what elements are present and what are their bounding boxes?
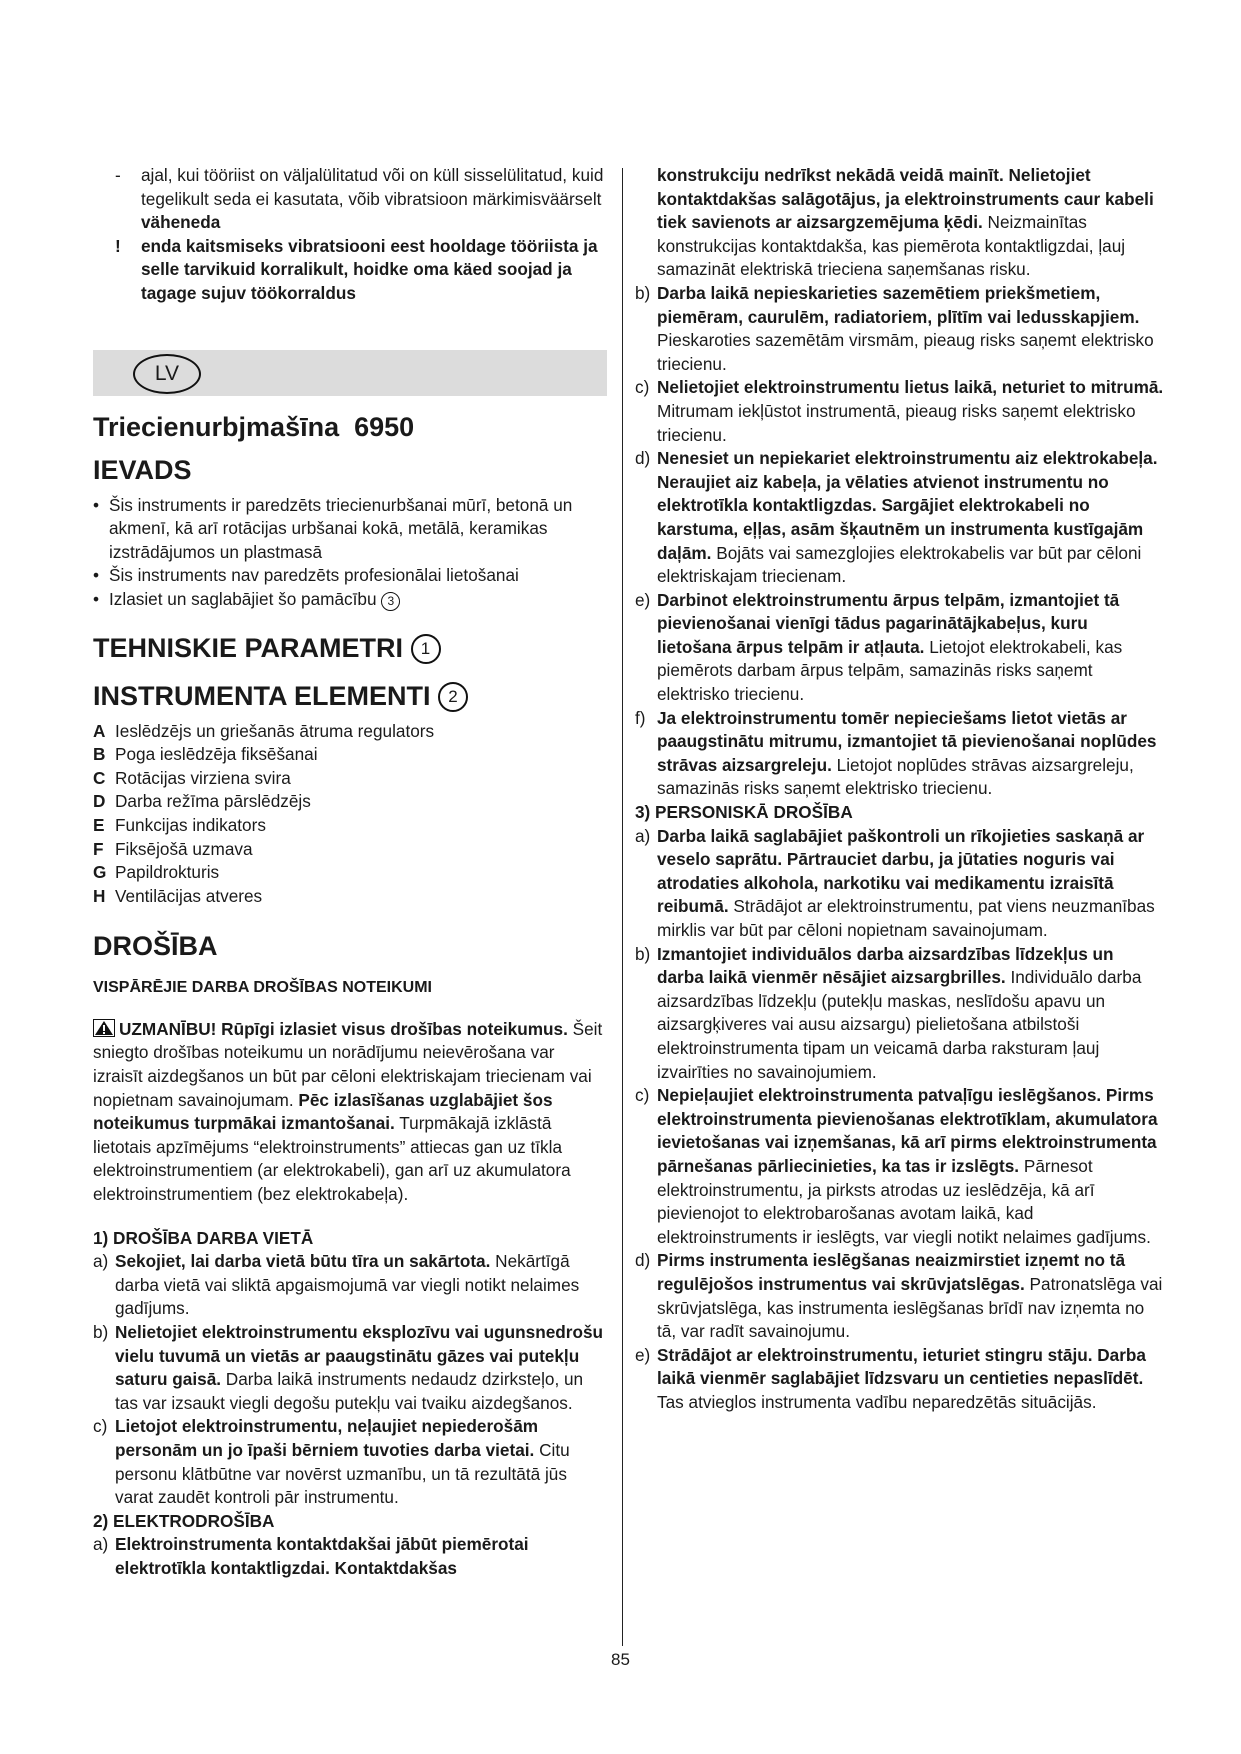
figure-ref-1: 1 xyxy=(411,634,441,664)
component-key: A xyxy=(93,720,106,741)
ievads-item-text: Šis instruments nav paredzēts profesionālai lietošanai xyxy=(109,565,519,586)
excl-marker: ! xyxy=(115,235,121,256)
item-text: Strādājot ar elektroinstrumentu, pat viens neuzmanības mirklis var būt par cēloni nopietnam savainojumam. xyxy=(657,896,1155,940)
sec2-item xyxy=(635,376,1165,447)
item-marker: b) xyxy=(93,1322,109,1342)
warning-paragraph xyxy=(93,1018,607,1207)
component-key: E xyxy=(93,814,105,835)
item-bold: konstrukciju nedrīkst nekādā veidā mainīt. Nelietojiet kontaktdakšas salāgotājus, ja elektroinstruments caur kabeli tiek savienots ar aizsargzemējuma ķēdi. xyxy=(657,165,1154,233)
intro-dash-bold: väheneda xyxy=(141,212,221,233)
drosiba-heading: DROŠĪBA xyxy=(93,931,218,962)
item-bold: Elektroinstrumenta kontaktdakšai jābūt piemērotai elektrotīkla kontaktligzdai. Kontaktdakšas xyxy=(115,1534,529,1578)
item-bold: Izmantojiet individuālos darba aizsardzības līdzekļus un darba laikā vienmēr nēsājiet aizsargbrilles. xyxy=(657,943,1114,988)
item-text: Pieskaroties sazemētām virsmām, pieaug risks saņemt elektrisko triecienu. xyxy=(657,330,1154,374)
item-marker: d) xyxy=(635,448,651,469)
bullet-marker: • xyxy=(93,588,100,609)
component-item xyxy=(93,743,607,767)
product-title: Triecienurbjmašīna 6950 xyxy=(93,411,415,442)
dash-marker: - xyxy=(115,165,121,185)
item-bold: Ja elektroinstrumentu tomēr nepieciešams lietot vietās ar paaugstinātu mitrumu, izmantojiet tā pievienošanai noplūdes strāvas aizsargreleju. xyxy=(657,707,1157,775)
section-2-heading: 2) ELEKTRODROŠĪBA xyxy=(93,1510,275,1531)
component-item xyxy=(93,790,607,814)
item-text: Patronatslēga vai skrūvjatslēga, kas instrumenta ieslēgšanas brīdī nav izņemta no tā, var radīt savainojumu. xyxy=(657,1273,1163,1342)
item-bold: Darba laikā nepieskarieties sazemētiem priekšmetiem, piemēram, caurulēm, radiatoriem, plītīm vai ledusskapjiem. xyxy=(657,282,1140,327)
section-3-heading: 3) PERSONISKĀ DROŠĪBA xyxy=(635,802,853,823)
item-text: Lietojot elektrokabeli, kas piemērots darbam ārpus telpām, samazinās risks saņemt elektrisko triecienu. xyxy=(657,636,1123,705)
item-marker: b) xyxy=(635,943,651,964)
ievads-item-text: Izlasiet un saglabājiet šo pamācību xyxy=(109,588,377,609)
item-marker: e) xyxy=(635,1344,651,1365)
component-label: Funkcijas indikators xyxy=(115,814,266,835)
component-key: G xyxy=(93,862,107,883)
item-marker: a) xyxy=(93,1534,109,1555)
component-item xyxy=(93,885,607,909)
item-bold: Darba laikā saglabājiet paškontroli un rīkojieties saskaņā ar veselo saprātu. Pārtrauciet darbu, ja jūtaties noguris vai atrodaties alkohola, narkotiku vai medikamentu izraisītā reibumā. xyxy=(657,825,1145,917)
sec2-item xyxy=(635,707,1165,801)
component-key: D xyxy=(93,791,106,812)
bullet-marker: • xyxy=(93,494,100,515)
item-text: Pārnesot elektroinstrumentu, ja pirksts atrodas uz ieslēdzēja, kā arī pievienojot to elektrobarošanas avotam laikā, kad elektroinstruments ir ieslēgts, var viegli notikt nelaimes gadījums. xyxy=(657,1155,1151,1247)
item-bold: Sekojiet, lai darba vietā būtu tīra un sakārtota. xyxy=(115,1251,491,1272)
page-number: 85 xyxy=(611,1650,630,1669)
item-text: Citu personu klātbūtne var novērst uzmanību, un tā rezultātā jūs varat zaudēt kontroli pār instrumentu. xyxy=(115,1439,570,1508)
warning-bold-1: UZMANĪBU! Rūpīgi izlasiet visus drošības noteikumus. xyxy=(119,1018,568,1039)
item-text: Mitrumam iekļūstot instrumentā, pieaug risks saņemt elektrisko triecienu. xyxy=(657,400,1136,445)
component-label: Ieslēdzējs un griešanās ātruma regulators xyxy=(115,720,435,741)
intro-dash-text: ajal, kui tööriist on väljalülitatud või on küll sisselülitatud, kuid tegelikult seda ei kasutata, võib vibratsioon märkimisväärselt xyxy=(141,165,604,209)
elements-heading-text: INSTRUMENTA ELEMENTI xyxy=(93,680,431,711)
item-marker: c) xyxy=(635,1085,650,1106)
item-bold: Strādājot ar elektroinstrumentu, ieturiet stingru stāju. Darba laikā vienmēr saglabājiet līdzsvaru un centieties nepaslīdēt. xyxy=(657,1344,1146,1389)
component-label: Fiksējošā uzmava xyxy=(115,838,253,859)
component-key: B xyxy=(93,744,106,765)
item-bold: Nenesiet un nepiekariet elektroinstrumentu aiz elektrokabeļa. Neraujiet aiz kabeļa, ja vēlaties atvienot instrumentu no elektrotīkla kontaktligzdas. Sargājiet elektrokabeli no karstuma, eļļas, asām šķautnēm un instrumenta kustīgajām daļām. xyxy=(657,448,1158,563)
left-column xyxy=(93,164,607,1581)
item-text: Individuālo darba aizsardzības līdzekļu (putekļu maskas, neslīdošu apavu un aizsargķiveres vai ausu aizsargu) pielietošana atbilstoši elektroinstrumenta tipam un veicamā darba raksturam ļauj izvairīties no savainojumiem. xyxy=(657,967,1142,1082)
figure-ref-3: 3 xyxy=(381,592,400,611)
item-bold: Pirms instrumenta ieslēgšanas neaizmirstiet izņemt no tā regulējošos instrumentus vai skrūvjatslēgas. xyxy=(657,1250,1126,1294)
item-bold: Lietojot elektroinstrumentu, neļaujiet nepiederošām personām un jo īpaši bērniem tuvoties darba vietai. xyxy=(115,1416,539,1460)
component-label: Rotācijas virziena svira xyxy=(115,767,291,788)
warning-text-2: Turpmākajā izklāstā lietotais apzīmējums “elektroinstruments” attiecas gan uz tīkla elektroinstrumentiem (ar elektrokabeli), gan arī uz akumulatora elektroinstrumentiem (bez elektrokabeļa). xyxy=(93,1113,571,1205)
bullet-marker: • xyxy=(93,565,100,586)
sec2-item xyxy=(635,447,1165,589)
item-marker: b) xyxy=(635,282,651,303)
tech-heading xyxy=(93,630,607,666)
sec3-item xyxy=(635,825,1165,943)
sec1-item xyxy=(93,1415,607,1509)
item-marker: f) xyxy=(635,707,646,728)
component-item xyxy=(93,767,607,791)
ievads-item xyxy=(93,564,607,588)
item-bold: Nepieļaujiet elektroinstrumenta patvaļīgu ieslēgšanos. Pirms elektroinstrumenta pievienošanas elektrotīklam, akumulatora ievietošanas vai izņemšanas, kā arī pirms elektroinstrumenta pārnešanas pārliecinieties, ka tas ir izslēgts. xyxy=(657,1085,1158,1176)
item-marker: c) xyxy=(635,377,650,398)
component-key: C xyxy=(93,767,106,788)
sec2-item-continued xyxy=(635,164,1165,282)
component-item xyxy=(93,861,607,885)
intro-dash-item xyxy=(115,164,607,235)
component-key: H xyxy=(93,885,106,906)
item-marker: d) xyxy=(635,1250,651,1271)
ievads-item-text: Šis instruments ir paredzēts triecienurbšanai mūrī, betonā un akmenī, kā arī rotācijas urbšanai kokā, metālā, keramikas izstrādājumos un plastmasā xyxy=(109,494,573,562)
item-marker: a) xyxy=(635,825,651,846)
language-badge: LV xyxy=(133,354,201,394)
item-text: Nekārtīgā darba vietā vai sliktā apgaismojumā var viegli notikt nelaimes gadījums. xyxy=(115,1251,580,1319)
item-bold: Darbinot elektroinstrumentu ārpus telpām, izmantojiet tā pievienošanai vienīgi tādus pagarinātājkabeļus, kuru lietošana ārpus telpām ir atļauta. xyxy=(657,589,1120,657)
figure-ref-2: 2 xyxy=(438,682,468,712)
sec3-item xyxy=(635,1249,1165,1343)
intro-excl-item xyxy=(115,235,607,306)
sec3-item xyxy=(635,943,1165,1085)
elements-heading xyxy=(93,678,607,714)
component-item xyxy=(93,814,607,838)
sec3-item xyxy=(635,1344,1165,1415)
warning-bold-2: Pēc izlasīšanas uzglabājiet šos noteikumus turpmākai izmantošanai. xyxy=(93,1089,553,1134)
sec1-item xyxy=(93,1321,607,1415)
ievads-heading: IEVADS xyxy=(93,454,192,485)
component-label: Ventilācijas atveres xyxy=(115,885,263,906)
item-text: Neizmainītas konstrukcijas kontaktdakša, kas piemērota kontaktligzdai, ļauj samazināt elektriskā trieciena saņemšanas risku. xyxy=(657,212,1126,280)
sec2-item xyxy=(635,282,1165,376)
sec3-item xyxy=(635,1084,1165,1249)
component-label: Poga ieslēdzēja fiksēšanai xyxy=(115,744,318,765)
item-bold: Nelietojiet elektroinstrumentu eksplozīvu vai ugunsnedrošu vielu tuvumā un vietās ar paaugstinātu gāzes vai putekļu saturu gaisā. xyxy=(115,1322,604,1390)
item-text: Bojāts vai samezglojies elektrokabelis var būt par cēloni elektriskajam triecienam. xyxy=(657,542,1142,587)
component-key: F xyxy=(93,838,104,859)
sec2-item xyxy=(93,1533,607,1580)
ievads-item xyxy=(93,588,607,612)
item-bold: Nelietojiet elektroinstrumentu lietus laikā, neturiet to mitrumā. xyxy=(657,377,1164,398)
column-divider xyxy=(622,168,623,1646)
component-label: Papildrokturis xyxy=(115,862,220,883)
item-marker: e) xyxy=(635,589,651,610)
component-item xyxy=(93,838,607,862)
intro-excl-text: enda kaitsmiseks vibratsiooni eest hooldage tööriista ja selle tarvikuid korralikult, hoidke oma käed soojad ja tagage sujuv töökorraldus xyxy=(141,235,598,303)
section-1-heading: 1) DROŠĪBA DARBA VIETĀ xyxy=(93,1227,314,1248)
right-column xyxy=(635,164,1165,1414)
general-rules-heading: VISPĀRĒJIE DARBA DROŠĪBAS NOTEIKUMI xyxy=(93,979,432,997)
item-text: Tas atvieglos instrumenta vadību neparedzētās situācijās. xyxy=(657,1391,1097,1412)
sec2-item xyxy=(635,589,1165,707)
item-text: Lietojot noplūdes strāvas aizsargreleju, samazinās risks saņemt elektrisko triecienu. xyxy=(657,754,1134,799)
item-marker: a) xyxy=(93,1251,109,1272)
ievads-item xyxy=(93,494,607,565)
item-text: Darba laikā instruments nedaudz dzirksteļo, un tas var izsaukt viegli degošu putekļu vai tvaiku aizdegšanos. xyxy=(115,1369,584,1413)
item-marker: c) xyxy=(93,1416,108,1437)
warning-icon xyxy=(93,1019,115,1037)
component-label: Darba režīma pārslēdzējs xyxy=(115,791,311,812)
sec1-item xyxy=(93,1250,607,1321)
component-item xyxy=(93,720,607,744)
tech-heading-text: TEHNISKIE PARAMETRI xyxy=(93,632,404,663)
language-bar xyxy=(93,350,607,396)
warning-text-1: Šeit sniegto drošības noteikumu un norādījumu neievērošana var izraisīt aizdegšanos un būt par cēloni elektriskajam triecienam vai nopietnam savainojumam. xyxy=(93,1018,603,1110)
